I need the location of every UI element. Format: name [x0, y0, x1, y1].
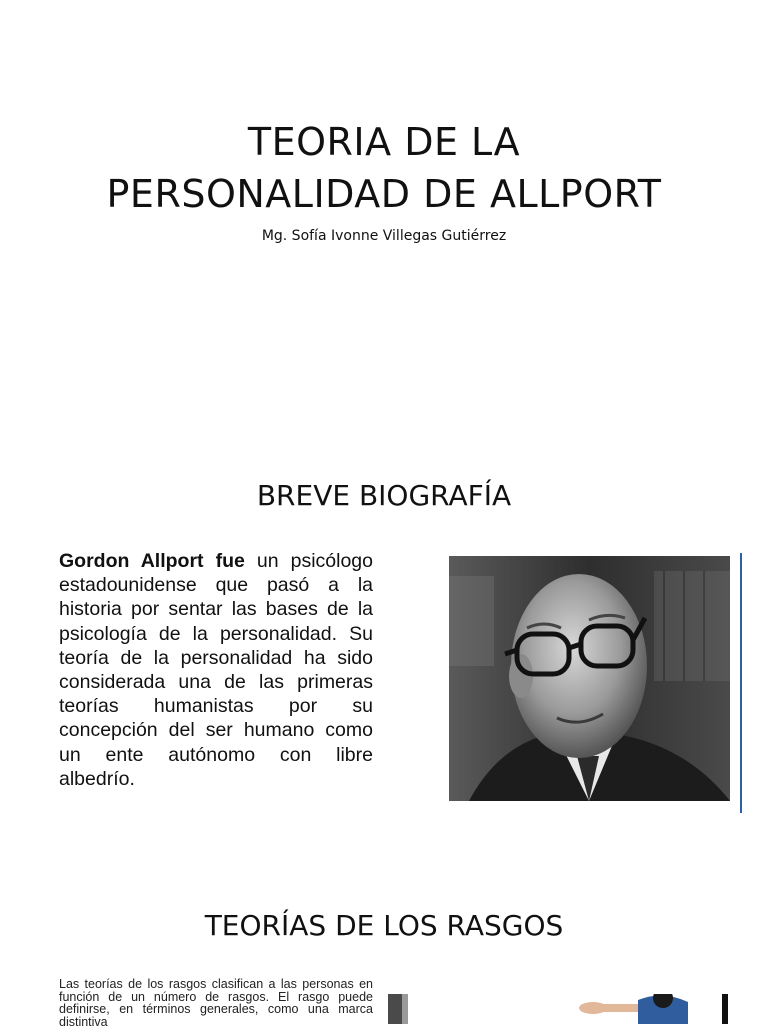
traits-text: Las teorías de los rasgos clasifican a las personas en función de un número de rasgos. El rasgo puede definirse, en términos generales, como una marca distintiva: [59, 977, 373, 1029]
traits-illustration-art: [388, 994, 728, 1024]
traits-heading: TEORÍAS DE LOS RASGOS: [204, 909, 564, 942]
photo-border: [740, 553, 742, 813]
portrait-photo: [449, 556, 730, 801]
biography-text: [59, 549, 373, 791]
portrait-illustration: [449, 556, 730, 801]
traits-illustration: [388, 994, 728, 1024]
title-line-1: TEORIA DE LA: [247, 120, 521, 164]
biography-heading: BREVE BIOGRAFÍA: [256, 479, 512, 512]
biography-body: un psicólogo estadounidense que pasó a la historia por sentar las bases de la psicología de la personalidad. Su teoría de la personalidad ha sido considerada una de las primeras teorías humanistas por su concepción del ser humano como un ente autónomo con libre albedrío.: [59, 550, 374, 790]
title-line-2: PERSONALIDAD DE ALLPORT: [106, 172, 662, 216]
biography-lead: Gordon Allport fue: [59, 550, 245, 572]
author-name: Mg. Sofía Ivonne Villegas Gutiérrez: [261, 228, 507, 244]
page-title: [0, 116, 768, 220]
